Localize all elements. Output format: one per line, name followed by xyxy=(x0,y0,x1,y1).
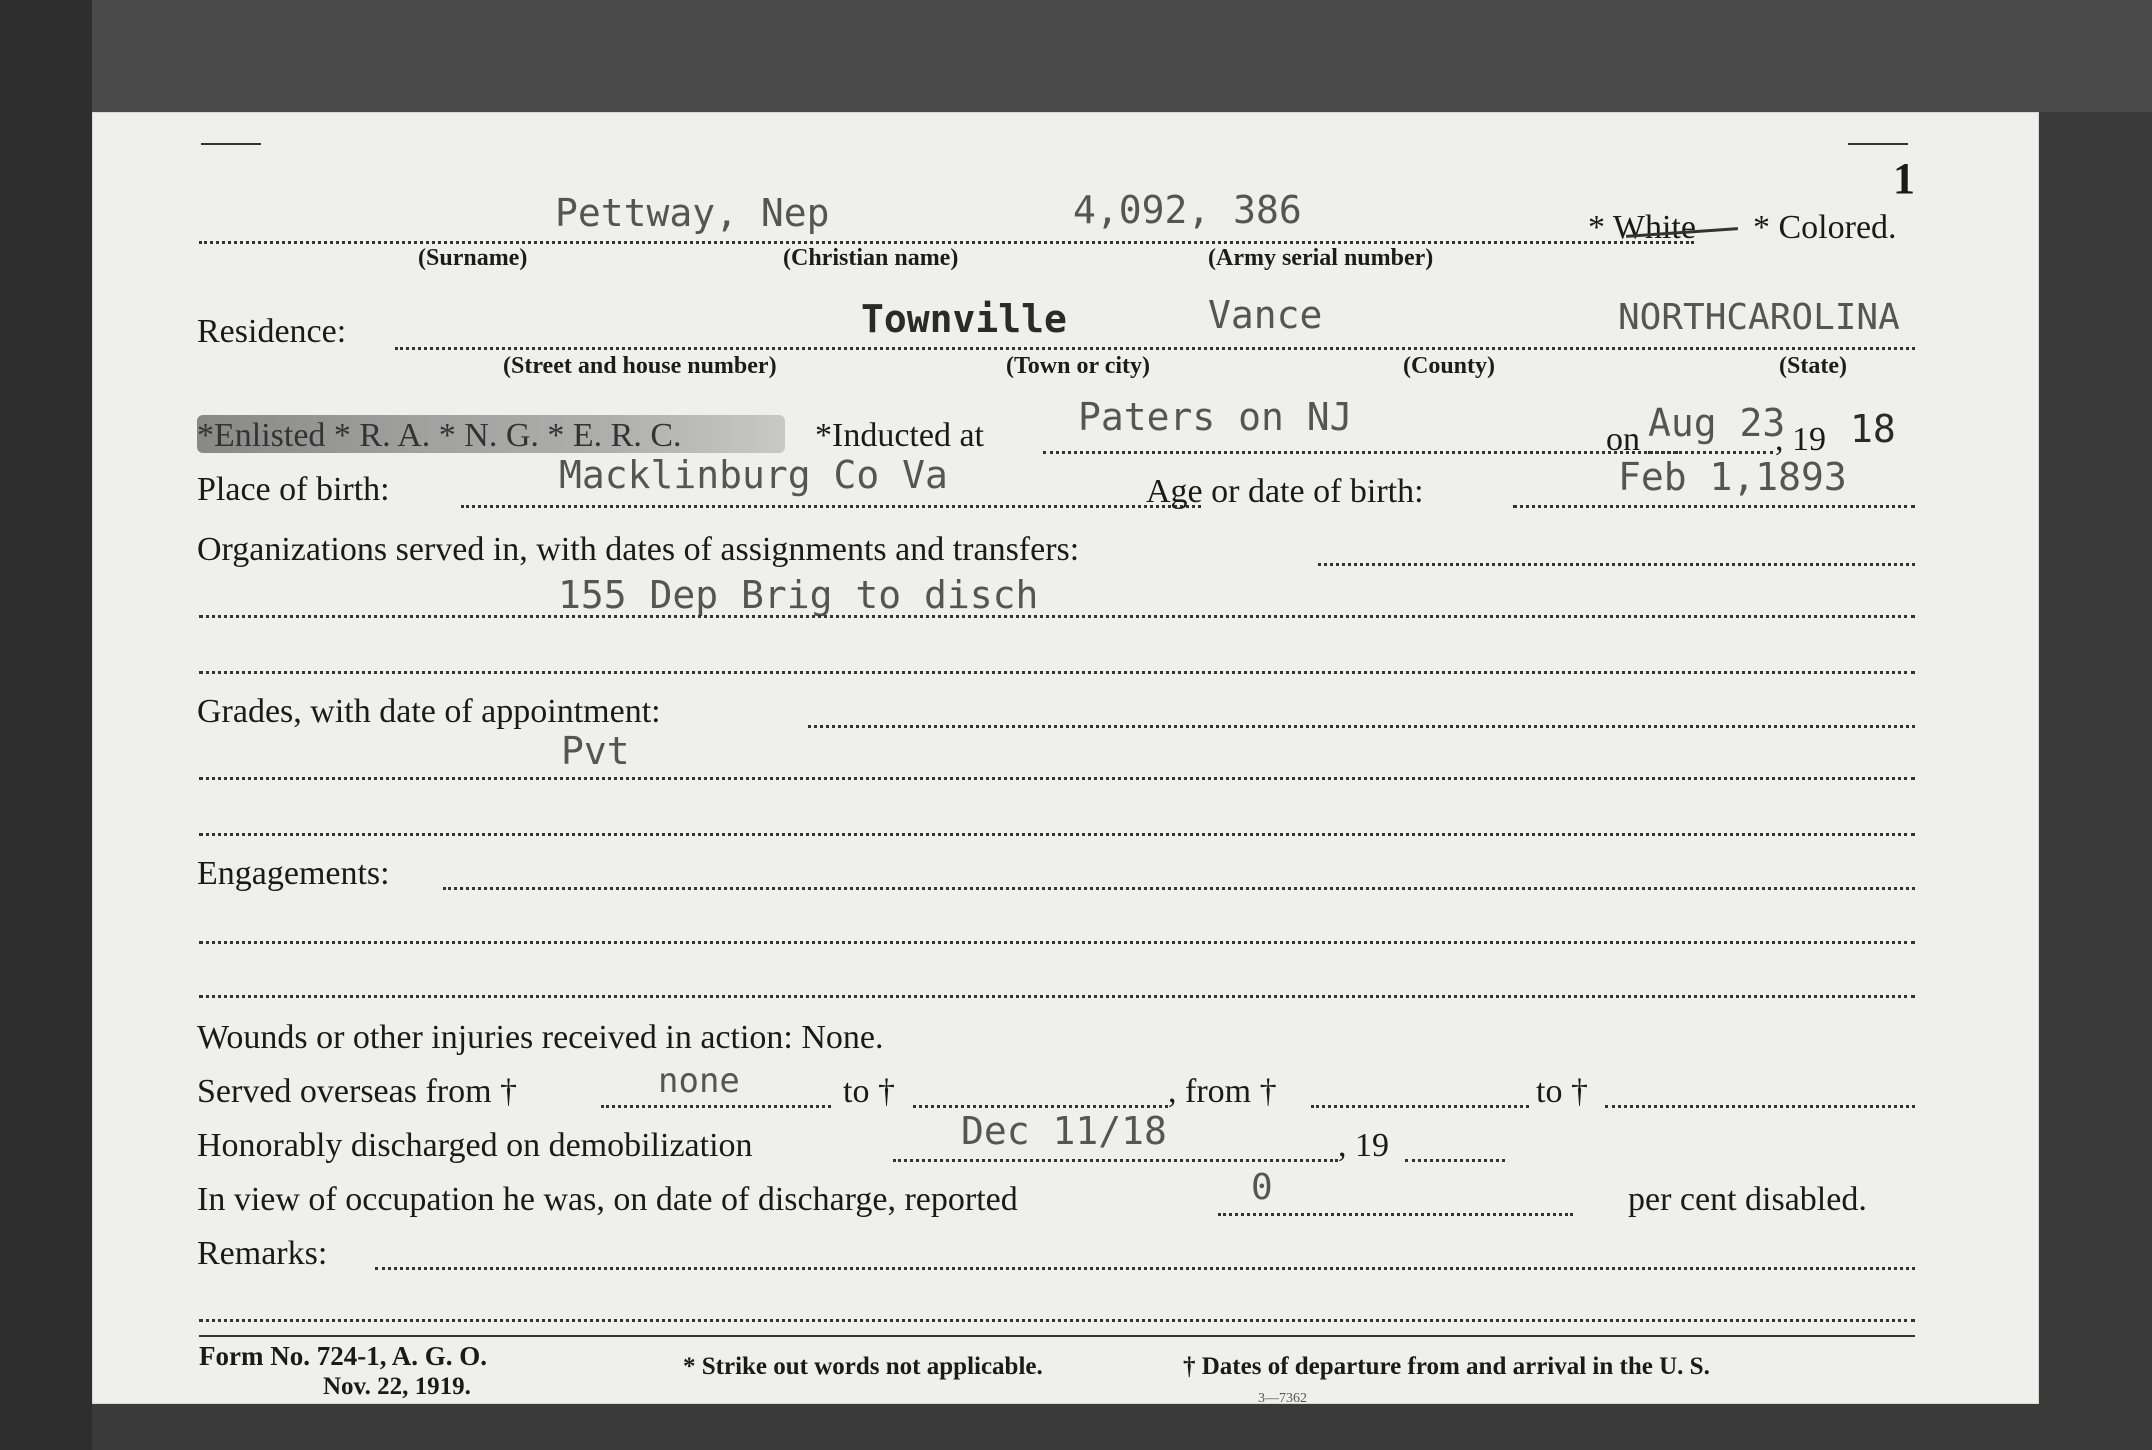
overseas-from-line xyxy=(601,1105,831,1108)
discharge-line xyxy=(893,1159,1338,1162)
corner-mark-right xyxy=(1848,143,1908,145)
remarks-label: Remarks: xyxy=(197,1235,328,1272)
state-value: NORTHCAROLINA xyxy=(1618,297,1900,338)
inducted-label: *Inducted at xyxy=(815,417,984,454)
organizations-label: Organizations served in, with dates of assignments and transfers: xyxy=(197,531,1080,568)
caption-serial-number: (Army serial number) xyxy=(1208,245,1434,271)
corner-mark xyxy=(201,143,261,145)
organizations-value: 155 Dep Brig to disch xyxy=(558,573,1039,617)
card-number: 1 xyxy=(1893,154,1915,203)
overseas-to-line xyxy=(913,1105,1168,1108)
overseas-to-line-2 xyxy=(1605,1105,1915,1108)
caption-christian-name: (Christian name) xyxy=(783,245,959,271)
birthdate-line xyxy=(1513,505,1915,508)
form-number: Form No. 724-1, A. G. O. xyxy=(199,1341,487,1371)
place-of-birth-label: Place of birth: xyxy=(197,471,390,508)
birthdate-label: Age or date of birth: xyxy=(1146,473,1424,510)
scan-background-top xyxy=(0,0,2152,112)
wounds-label: Wounds or other injuries received in action: None. xyxy=(197,1019,884,1056)
engagements-line-1 xyxy=(443,887,1915,890)
caption-town: (Town or city) xyxy=(1006,353,1150,379)
discharge-year-line xyxy=(1405,1159,1505,1162)
engagements-line-3 xyxy=(199,995,1915,998)
county-value: Vance xyxy=(1208,293,1323,337)
town-value: Townville xyxy=(861,297,1067,341)
discharge-date-value: Dec 11/18 xyxy=(961,1109,1167,1153)
grades-label: Grades, with date of appointment: xyxy=(197,693,661,730)
grades-value: Pvt xyxy=(561,729,630,773)
disability-line xyxy=(1218,1213,1573,1216)
overseas-from-line-2 xyxy=(1311,1105,1529,1108)
on-label: on xyxy=(1606,421,1640,458)
birthplace-line xyxy=(461,505,1201,508)
residence-label: Residence: xyxy=(197,313,347,350)
discharge-year-prefix: , 19 xyxy=(1338,1127,1389,1164)
race-white-option: * White xyxy=(1588,209,1696,246)
race-colored-option: * Colored. xyxy=(1753,209,1897,246)
serial-number-value: 4,092, 386 xyxy=(1073,188,1302,232)
disability-label: In view of occupation he was, on date of discharge, reported xyxy=(197,1181,1018,1218)
print-code: 3—7362 xyxy=(1258,1391,1307,1406)
remarks-line-2 xyxy=(199,1319,1915,1322)
caption-county: (County) xyxy=(1403,353,1496,379)
enlisted-options: *Enlisted * R. A. * N. G. * E. R. C. xyxy=(197,417,682,454)
overseas-label: Served overseas from † xyxy=(197,1073,518,1110)
footnote-dates: † Dates of departure from and arrival in the U. S. xyxy=(1183,1353,1710,1380)
discharge-label: Honorably discharged on demobilization xyxy=(197,1127,753,1164)
inducted-year-value: 18 xyxy=(1850,407,1896,451)
birthdate-value: Feb 1,1893 xyxy=(1618,455,1847,499)
residence-line xyxy=(395,347,1915,350)
organizations-line-1 xyxy=(1318,563,1915,566)
grades-line-1 xyxy=(808,725,1915,728)
year-prefix: , 19 xyxy=(1775,421,1826,458)
caption-street: (Street and house number) xyxy=(503,353,777,379)
caption-surname: (Surname) xyxy=(418,245,528,271)
from-label: , from † xyxy=(1168,1073,1277,1110)
grades-line-2 xyxy=(199,777,1915,780)
organizations-line-3 xyxy=(199,671,1915,674)
grades-line-3 xyxy=(199,833,1915,836)
place-of-birth-value: Macklinburg Co Va xyxy=(559,453,948,497)
to-label: to † xyxy=(843,1073,895,1110)
disability-value: 0 xyxy=(1251,1167,1273,1208)
engagements-label: Engagements: xyxy=(197,855,390,892)
scan-background-left xyxy=(0,0,92,1450)
name-line xyxy=(199,241,1694,244)
disability-suffix: per cent disabled. xyxy=(1628,1181,1867,1218)
form-date: Nov. 22, 1919. xyxy=(323,1373,471,1400)
footer-rule xyxy=(199,1335,1915,1337)
to-label-2: to † xyxy=(1536,1073,1588,1110)
inducted-line xyxy=(1043,451,1678,454)
inducted-date-value: Aug 23 xyxy=(1648,401,1786,445)
remarks-line-1 xyxy=(375,1267,1915,1270)
service-record-card xyxy=(92,112,2039,1404)
organizations-line-2 xyxy=(199,615,1915,618)
engagements-line-2 xyxy=(199,941,1915,944)
overseas-value: none xyxy=(658,1061,740,1101)
inducted-date-line xyxy=(1648,451,1773,454)
surname-value: Pettway, Nep xyxy=(555,191,830,235)
inducted-place-value: Paters on NJ xyxy=(1078,395,1353,439)
caption-state: (State) xyxy=(1779,353,1847,379)
footnote-strike: * Strike out words not applicable. xyxy=(683,1353,1043,1380)
